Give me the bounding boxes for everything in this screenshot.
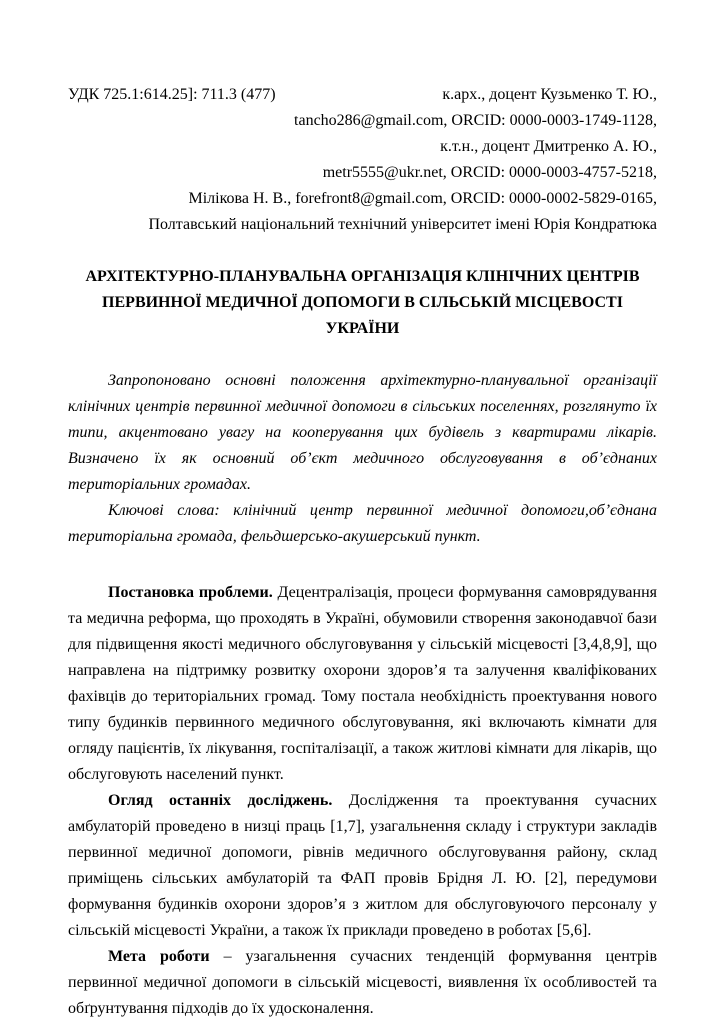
paragraph-text: Децентралізація, процеси формування самоврядування та медична реформа, що проходять в Україні, обумовили створення законодавчої бази для підвищення якості медичного обслуговування у сільській місцевості [3,4,8,9], що направлена на підтримку розвитку охорони здоров’я та залучення кваліфікованих фахівців до територіальних громад. Тому постала необхідність проектування нового типу будинків первинного медичного обслуговування, які включають кімнати для огляду пацієнтів, їх лікування, госпіталізації, а також житлові кімнати для лікарів, що обслуговують населений пункт. xyxy=(68,584,657,783)
keywords-paragraph: Ключові слова: клінічний центр первинної медичної допомоги,об’єднана територіальна громада, фельдшерсько-акушерський пункт. xyxy=(68,502,657,545)
abstract-paragraph: Запропоновано основні положення архітектурно-планувальної організації клінічних центрів первинної медичної допомоги в сільських поселеннях, розглянуто їх типи, акцентовано увагу на кооперування цих будівель з квартирами лікарів. Визначено їх як основний об’єкт медичного обслуговування в об’єднаних територіальних громадах. xyxy=(68,372,657,493)
header-block xyxy=(68,82,657,238)
header-line-udk-author xyxy=(68,82,657,108)
paragraph-lead: Огляд останніх досліджень. xyxy=(108,792,333,809)
paper-title: АРХІТЕКТУРНО-ПЛАНУВАЛЬНА ОРГАНІЗАЦІЯ КЛІНІЧНИХ ЦЕНТРІВ ПЕРВИННОЇ МЕДИЧНОЇ ДОПОМОГИ В СІЛЬСЬКІЙ МІСЦЕВОСТІ УКРАЇНИ xyxy=(85,268,640,337)
paragraph-lead: Постановка проблеми. xyxy=(108,584,273,601)
affiliation-line: Полтавський національний технічний університет імені Юрія Кондратюка xyxy=(148,216,657,233)
paragraph-text: Дослідження та проектування сучасних амбулаторій проведено в низці праць [1,7], узагальнення складу і структури закладів первинної медичної допомоги, рівнів медичного обслуговування району, склад приміщень сільських амбулаторій та ФАП провів Брідня Л. Ю. [2], передумови формування будинків охорони здоров’я з житлом для обслуговуючого персоналу у сільській місцевості України, а також їх приклади проведено в роботах [5,6]. xyxy=(68,792,657,939)
author-email-line: metr5555@ukr.net, ORCID: 0000-0003-4757-5218, xyxy=(322,164,657,181)
udk-code: УДК 725.1:614.25]: 711.3 (477) xyxy=(68,86,276,103)
paragraph-recent-research xyxy=(68,788,657,944)
author-line: к.арх., доцент Кузьменко Т. Ю., xyxy=(442,86,657,103)
paragraph-problem-statement xyxy=(68,580,657,788)
author-line: к.т.н., доцент Дмитренко А. Ю., xyxy=(440,138,657,155)
paragraph-text: – узагальнення сучасних тенденцій формування центрів первинної медичної допомоги в сільській місцевості, виявлення їх особливостей та обґрунтування підходів до їх удосконалення. xyxy=(68,948,658,1017)
author-email-line: tancho286@gmail.com, ORCID: 0000-0003-1749-1128, xyxy=(294,112,657,129)
author-line: Мілікова Н. В., forefront8@gmail.com, ORCID: 0000-0002-5829-0165, xyxy=(188,190,657,207)
paragraph-goal xyxy=(68,944,657,1022)
paragraph-lead: Мета роботи xyxy=(108,948,210,965)
